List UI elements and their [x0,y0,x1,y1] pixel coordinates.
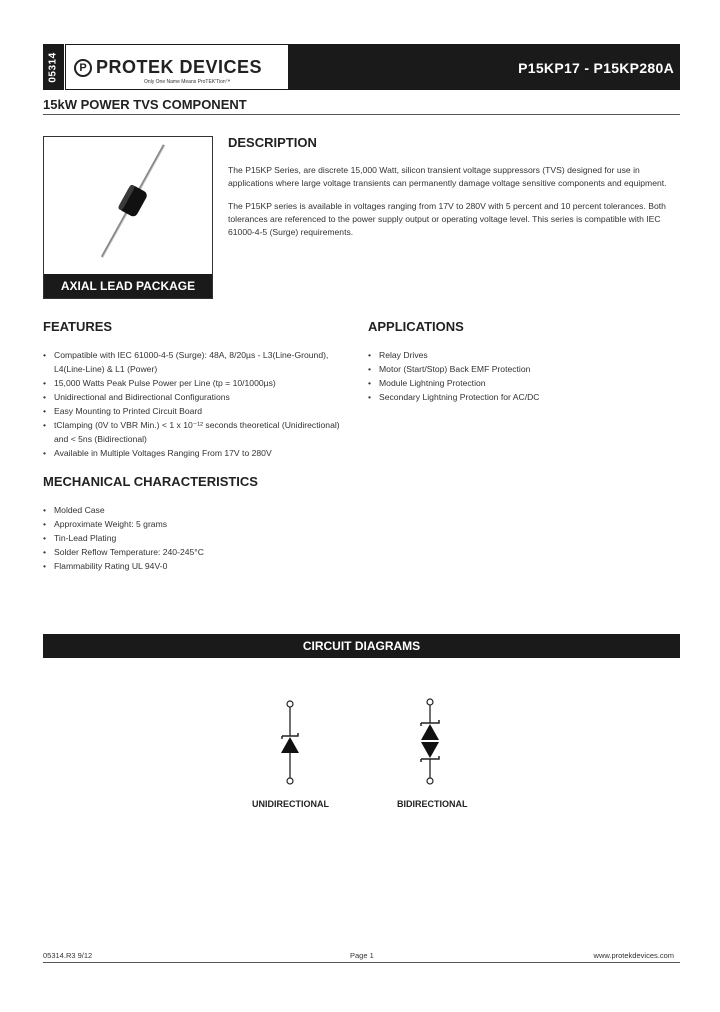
description-heading: DESCRIPTION [228,135,317,150]
description-paragraph-1: The P15KP Series, are discrete 15,000 Watt, silicon transient voltage suppressors (TVS) designed for use in applications where large voltage transients can permanently damage voltage sensitive components and equipment. [228,165,667,188]
circuit-diagrams-heading: CIRCUIT DIAGRAMS [43,634,680,658]
list-item: • tClamping (0V to VBR Min.) < 1 x 10⁻¹² seconds theoretical (Unidirectional) and < 5ns (Bidirectional) [43,418,348,446]
list-item: • 15,000 Watts Peak Pulse Power per Line (tp = 10/1000µs) [43,376,348,390]
applications-heading: APPLICATIONS [368,319,464,334]
list-item: • Motor (Start/Stop) Back EMF Protection [368,362,668,376]
features-list [43,348,348,460]
package-image-box [43,136,213,299]
unidirectional-tvs-symbol [281,701,299,784]
list-item: • Unidirectional and Bidirectional Configurations [43,390,348,404]
footer-divider [43,962,680,963]
list-item: • Available in Multiple Voltages Ranging From 17V to 280V [43,446,348,460]
list-item: • Secondary Lightning Protection for AC/DC [368,390,668,404]
features-heading: FEATURES [43,319,113,334]
bidirectional-label: BIDIRECTIONAL [397,799,468,809]
list-item: • Tin-Lead Plating [43,531,348,545]
footer-doc-revision: 05314.R3 9/12 [43,951,93,960]
package-caption: AXIAL LEAD PACKAGE [44,274,212,298]
list-item: • Easy Mounting to Printed Circuit Board [43,404,348,418]
list-item: • Relay Drives [368,348,668,362]
list-item: • Flammability Rating UL 94V-0 [43,559,348,573]
description-paragraph-2: The P15KP series is available in voltages ranging from 17V to 280V with 5 percent and 10 percent tolerances. Both tolerances are referenced to the power supply output or operating voltage level. This series is compatible with IEC 61000-4-5 (Surge) requirements. [228,201,666,237]
mechanical-heading: MECHANICAL CHARACTERISTICS [43,474,258,489]
protek-logo-icon: P [74,59,92,77]
doc-number: 05314 [48,51,59,83]
mechanical-list [43,503,348,573]
subtitle-divider [43,114,680,115]
brand-name: PROTEK DEVICES [96,57,263,77]
list-item: • Molded Case [43,503,348,517]
diode-body [117,184,148,218]
list-item: • Compatible with IEC 61000-4-5 (Surge): 48A, 8/20µs - L3(Line-Ground), L4(Line-Line) & L1 (Power) [43,348,348,376]
axial-diode-illustration [44,137,214,277]
circuit-diagrams [240,690,480,790]
list-item: • Solder Reflow Temperature: 240-245°C [43,545,348,559]
part-number-range: P15KP17 - P15KP280A [518,60,674,76]
footer-page-number: Page 1 [350,951,374,960]
doc-number-tab [43,44,65,90]
list-item: • Approximate Weight: 5 grams [43,517,348,531]
footer-website-link[interactable]: www.protekdevices.com [593,951,674,960]
brand-logo [66,45,288,89]
brand-tagline: Only One Name Means ProTEK'Tion™ [144,79,231,85]
bidirectional-tvs-symbol [421,699,439,784]
applications-list [368,348,668,404]
product-subtitle: 15kW POWER TVS COMPONENT [43,97,247,112]
unidirectional-label: UNIDIRECTIONAL [252,799,329,809]
list-item: • Module Lightning Protection [368,376,668,390]
